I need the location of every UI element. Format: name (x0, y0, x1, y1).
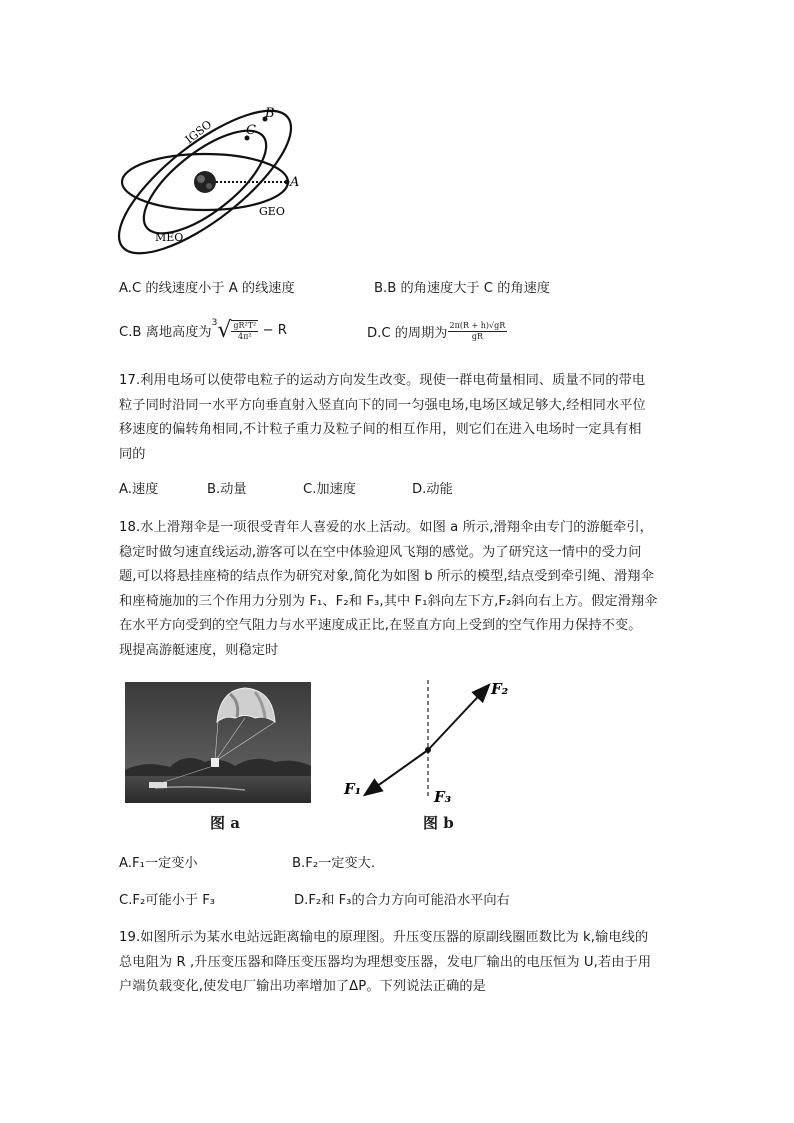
q16-option-d-formula: $\frac{2\pi(R + h)√gR}{gR}$ (449, 321, 506, 341)
q16-option-c: C.B 离地高度为$^3$√ $\frac{\text{gR²T²}}{\text{4π²}}$ − R (119, 317, 287, 343)
force-node (425, 747, 431, 753)
force-f2-arrow (428, 686, 488, 750)
label-geo: GEO (259, 205, 285, 218)
force-f1-label: F₁ (344, 780, 362, 798)
parasail-photo (125, 682, 311, 803)
label-a: A (290, 175, 300, 190)
label-c: C (246, 123, 256, 138)
q16-option-c-formula: $\frac{\text{gR²T²}}{\text{4π²}}$ (233, 320, 257, 341)
figure-b-caption: 图 b (423, 814, 454, 832)
q17-stem: 17.利用电场可以使带电粒子的运动方向发生改变。现使一群电荷量相同、质量不同的带电 粒子同时沿同一水平方向垂直射入竖直向下的同一匀强电场,电场区域足够大,经相同水平位 移速度的偏转角相同,不计粒子重力及粒子间的相互作用，则它们在进入电场时一定具有相 同的 (119, 373, 646, 462)
q18-option-b: B.F₂一定变大. (292, 856, 376, 871)
q16-option-b: B.B 的角速度大于 C 的角速度 (374, 281, 550, 296)
q18-option-c: C.F₂可能小于 F₃ (119, 893, 216, 908)
q17-option-d: D.动能 (412, 482, 453, 497)
force-f2-label: F₂ (491, 680, 509, 698)
q17-option-a: A.速度 (119, 482, 159, 497)
q18-option-a: A.F₁一定变小 (119, 856, 198, 871)
label-b: B (265, 106, 275, 121)
q16-option-d-prefix: D.C 的周期为 (367, 326, 448, 341)
q19-stem: 19.如图所示为某水电站远距离输电的原理图。升压变压器的原副线圈匝数比为 k,输电线的 总电阻为 R ,升压变压器和降压变压器均为理想变压器，发电厂输出的电压恒为 U,若由于用 户端负载变化,使发电厂输出功率增加了ΔP。下列说法正确的是 (119, 930, 652, 994)
label-igso: IGSO (182, 117, 215, 147)
q16-option-a: A.C 的线速度小于 A 的线速度 (119, 281, 295, 296)
orbit-diagram (115, 100, 305, 255)
q16-option-d (367, 321, 507, 342)
force-f1-arrow (366, 750, 428, 794)
figure-a-caption: 图 a (210, 814, 240, 832)
label-meo: MEO (155, 231, 184, 244)
q18-option-d: D.F₂和 F₃的合力方向可能沿水平向右 (294, 893, 510, 908)
q18-stem: 18.水上滑翔伞是一项很受青年人喜爱的水上活动。如图 a 所示,滑翔伞由专门的游艇牵引， 稳定时做匀速直线运动,游客可以在空中体验迎风飞翔的感觉。为了研究这一情中的受力问 题,可以将悬挂座椅的结点作为研究对象,简化为如图 b 所示的模型,结点受到牵引绳、滑翔伞 和座椅施加的三个作用力分别为 F₁、F₂和 F₃,其中 F₁斜向左下方,F₂斜向右上方。假定滑翔伞 在水平方向受到的空气阻力与水平速度成正比,在竖直方向上受到的空气作用力保持不变。 现提高游艇速度，则稳定时 (119, 520, 658, 658)
q17-option-b: B.动量 (207, 482, 247, 497)
force-f3-label: F₃ (434, 788, 452, 806)
earth (194, 171, 216, 193)
q16-option-c-prefix: C.B 离地高度为 (119, 325, 212, 340)
q17-option-c: C.加速度 (303, 482, 356, 497)
force-diagram (340, 676, 520, 806)
